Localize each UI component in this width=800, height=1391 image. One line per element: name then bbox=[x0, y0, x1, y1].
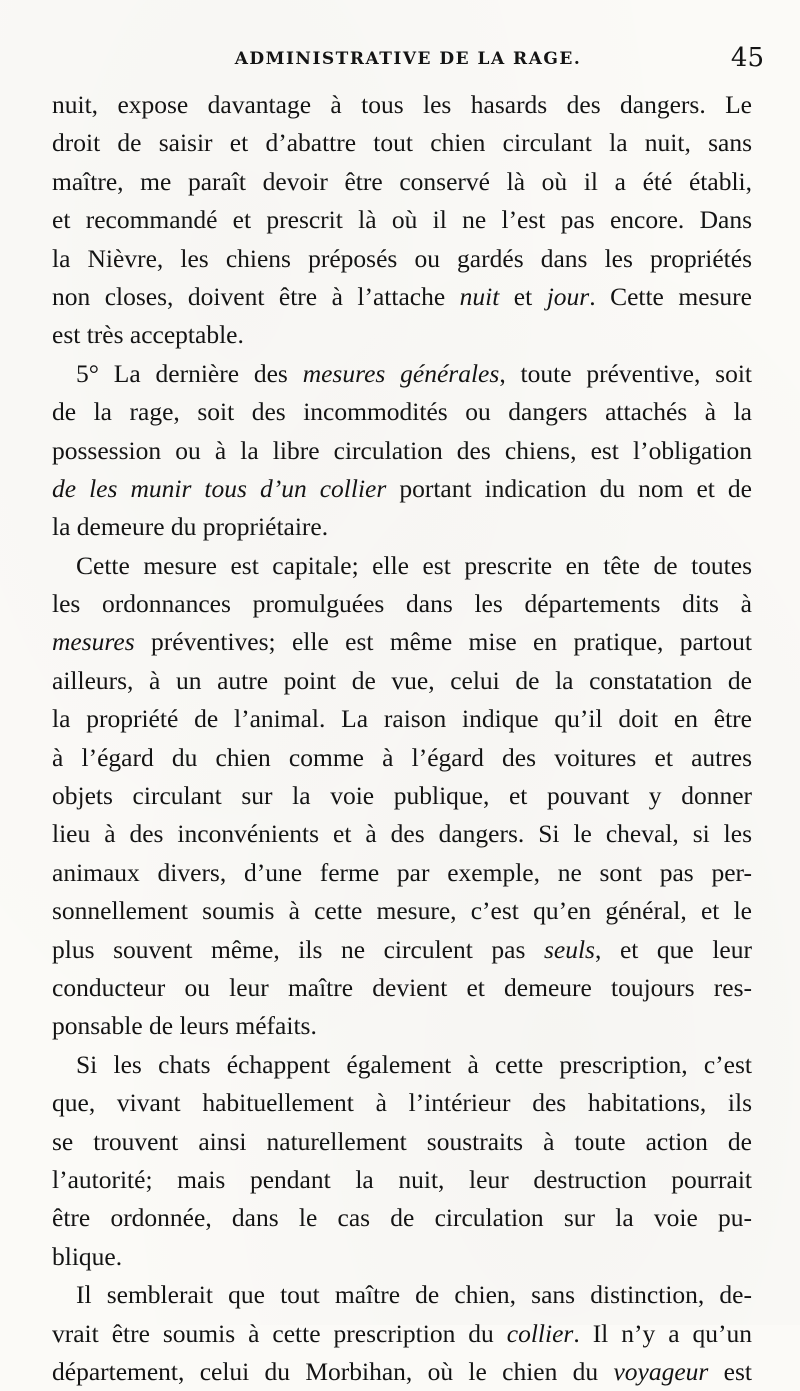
text-segment: . Il n’y a qu’un bbox=[573, 1318, 752, 1348]
page-header bbox=[52, 42, 764, 82]
italic-text: nuit bbox=[459, 281, 500, 311]
text-segment: Cette mesure est capitale; elle est prescrite en tête de toutes bbox=[76, 550, 752, 580]
text-segment: que, vivant habituellement à l’intérieur des habitations, ils bbox=[52, 1088, 752, 1118]
italic-text: de les munir tous d’un collier bbox=[52, 473, 387, 503]
text-segment: département, celui du Morbihan, où le chien du bbox=[52, 1356, 614, 1386]
paragraph-end-line bbox=[52, 508, 752, 546]
text-segment: être ordonnée, dans le cas de circulation sur la voie pu- bbox=[52, 1203, 752, 1233]
text-line bbox=[52, 163, 752, 201]
text-segment: non closes, doivent être à l’attache bbox=[52, 281, 460, 311]
text-line bbox=[52, 1315, 752, 1353]
text-line bbox=[52, 777, 752, 815]
text-segment: , et que leur bbox=[594, 934, 752, 964]
text-segment: se trouvent ainsi naturellement soustraits à toute action de bbox=[52, 1126, 752, 1156]
text-segment: sonnellement soumis à cette mesure, c’est qu’en général, et le bbox=[52, 896, 752, 926]
text-line bbox=[52, 854, 752, 892]
italic-text: jour bbox=[546, 281, 590, 311]
text-line bbox=[52, 278, 752, 316]
text-line bbox=[52, 1199, 752, 1237]
text-segment: Si les chats échappent également à cette prescription, c’est bbox=[76, 1049, 752, 1079]
text-line bbox=[52, 1084, 752, 1122]
text-segment: la Nièvre, les chiens préposés ou gardés dans les propriétés bbox=[52, 243, 752, 273]
text-segment: la propriété de l’animal. La raison indique qu’il doit en être bbox=[52, 704, 752, 734]
text-segment: et recommandé et prescrit là où il ne l’est pas encore. Dans bbox=[52, 205, 752, 235]
text-segment: possession ou à la libre circulation des chiens, est l’obligation bbox=[52, 435, 752, 465]
text-line bbox=[52, 547, 752, 585]
text-segment: . Cette mesure bbox=[589, 281, 752, 311]
text-line bbox=[52, 240, 752, 278]
text-segment: de la rage, soit des incommodités ou dangers attachés à la bbox=[52, 397, 752, 427]
text-segment: , toute préventive, soit bbox=[499, 358, 752, 388]
text-segment: ponsable de leurs méfaits. bbox=[52, 1011, 317, 1041]
text-segment: vrait être soumis à cette prescription du bbox=[52, 1318, 507, 1348]
text-line bbox=[52, 470, 752, 508]
text-segment: plus souvent même, ils ne circulent pas bbox=[52, 934, 544, 964]
text-line bbox=[52, 931, 752, 969]
text-segment: préventives; elle est même mise en pratique, partout bbox=[134, 627, 752, 657]
text-segment: droit de saisir et d’abattre tout chien circulant la nuit, sans bbox=[52, 128, 752, 158]
text-line bbox=[52, 969, 752, 1007]
text-segment: est bbox=[708, 1356, 752, 1386]
text-line bbox=[52, 623, 752, 661]
italic-text: mesures générales bbox=[302, 358, 500, 388]
text-segment: lieu à des inconvénients et à des dangers. Si le cheval, si les bbox=[52, 819, 752, 849]
italic-text: seuls bbox=[543, 934, 595, 964]
text-segment: ailleurs, à un autre point de vue, celui de la constatation de bbox=[52, 665, 752, 695]
text-line bbox=[52, 739, 752, 777]
paragraph-end-line bbox=[52, 1007, 752, 1045]
paragraph-end-line bbox=[52, 1238, 752, 1276]
page-number: 45 bbox=[730, 43, 764, 73]
italic-text: voyageur bbox=[613, 1356, 709, 1386]
text-line bbox=[52, 1276, 752, 1314]
text-segment: blique. bbox=[52, 1241, 123, 1271]
running-head: ADMINISTRATIVE DE LA RAGE. bbox=[234, 49, 582, 69]
text-segment: conducteur ou leur maître devient et demeure toujours res- bbox=[52, 972, 752, 1002]
text-segment: objets circulant sur la voie publique, et pouvant y donner bbox=[52, 781, 752, 811]
text-line bbox=[52, 1161, 752, 1199]
text-line bbox=[52, 201, 752, 239]
text-line bbox=[52, 700, 752, 738]
text-line bbox=[52, 432, 752, 470]
text-segment: 5° La dernière des bbox=[76, 358, 303, 388]
text-segment: est très acceptable. bbox=[52, 320, 244, 350]
text-line bbox=[52, 393, 752, 431]
italic-text: mesures bbox=[52, 627, 135, 657]
text-line bbox=[52, 124, 752, 162]
body-text bbox=[52, 86, 752, 1391]
text-segment: l’autorité; mais pendant la nuit, leur destruction pourrait bbox=[52, 1164, 752, 1194]
text-segment: à l’égard du chien comme à l’égard des voitures et autres bbox=[52, 742, 752, 772]
text-line bbox=[52, 585, 752, 623]
text-line bbox=[52, 1123, 752, 1161]
text-segment: animaux divers, d’une ferme par exemple, ne sont pas per- bbox=[52, 857, 752, 887]
text-line bbox=[52, 815, 752, 853]
text-line bbox=[52, 892, 752, 930]
text-line bbox=[52, 1046, 752, 1084]
text-line bbox=[52, 355, 752, 393]
text-segment: portant indication du nom et de bbox=[386, 473, 752, 503]
text-segment: nuit, expose davantage à tous les hasards des dangers. Le bbox=[52, 90, 752, 119]
text-segment: Il semblerait que tout maître de chien, sans distinction, de- bbox=[76, 1280, 752, 1310]
text-segment: la demeure du propriétaire. bbox=[52, 512, 329, 542]
italic-text: collier bbox=[506, 1318, 574, 1348]
paragraph-end-line bbox=[52, 316, 752, 354]
text-line bbox=[52, 86, 752, 124]
text-segment: et bbox=[499, 281, 547, 311]
text-segment: maître, me paraît devoir être conservé là où il a été établi, bbox=[52, 166, 752, 196]
text-segment: les ordonnances promulguées dans les départements dits à bbox=[52, 589, 752, 619]
text-line bbox=[52, 1353, 752, 1391]
text-line bbox=[52, 662, 752, 700]
